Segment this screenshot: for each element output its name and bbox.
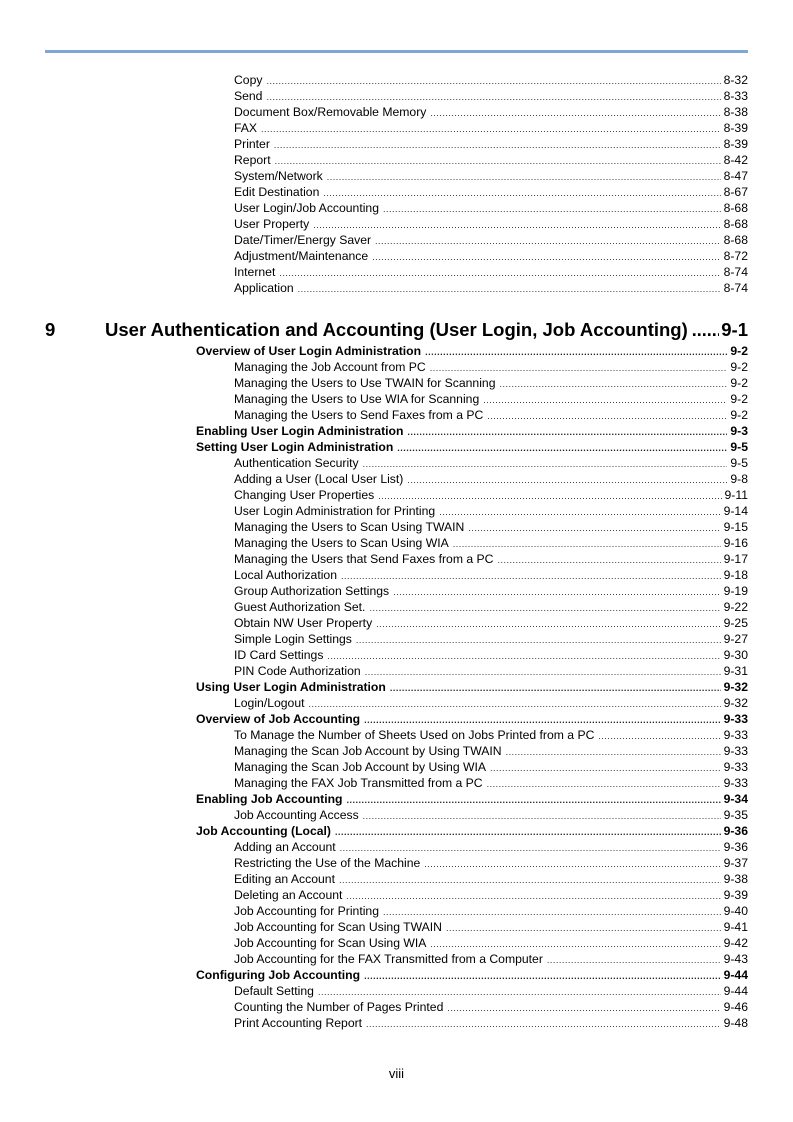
toc-entry-label: Job Accounting (Local)	[196, 824, 331, 838]
toc-entry-page: 9-2	[730, 392, 748, 406]
toc-entry-label: Managing the Users that Send Faxes from a PC	[234, 552, 494, 566]
toc-entry-page: 8-38	[723, 105, 748, 119]
dot-leader	[425, 344, 727, 360]
toc-entry-label: Internet	[234, 265, 276, 279]
toc-entry-page: 9-43	[723, 952, 748, 966]
dot-leader	[499, 376, 727, 392]
toc-entry-page: 9-41	[723, 920, 748, 934]
toc-entry-page: 9-34	[723, 792, 748, 806]
toc-entry-page: 9-33	[723, 728, 748, 742]
dot-leader	[483, 392, 727, 408]
toc-entry-label: Print Accounting Report	[234, 1016, 363, 1030]
toc-entry-label: Send	[234, 89, 263, 103]
toc-subsection-entry[interactable]	[234, 200, 748, 216]
dot-leader	[366, 1016, 721, 1032]
toc-subsection-entry[interactable]	[234, 759, 748, 775]
toc-subsection-entry[interactable]	[234, 695, 748, 711]
toc-subsection-entry[interactable]	[234, 935, 748, 951]
toc-entry-page: 9-44	[723, 968, 748, 982]
toc-entry-label: Overview of Job Accounting	[196, 712, 361, 726]
toc-entry-label: Changing User Properties	[234, 488, 375, 502]
toc-entry-page: 9-39	[723, 888, 748, 902]
toc-entry-page: 9-36	[723, 840, 748, 854]
toc-entry-page: 9-16	[723, 536, 748, 550]
toc-entry-label: Overview of User Login Administration	[196, 344, 422, 358]
toc-subsection-entry[interactable]	[234, 855, 748, 871]
toc-entry-page: 9-19	[723, 584, 748, 598]
toc-entry-page: 9-32	[723, 696, 748, 710]
toc-subsection-entry[interactable]	[234, 136, 748, 152]
toc-subsection-entry[interactable]	[234, 919, 748, 935]
dot-leader	[339, 872, 721, 888]
toc-entry-page: 9-18	[723, 568, 748, 582]
toc-subsection-entry[interactable]	[234, 663, 748, 679]
toc-entry-label: Editing an Account	[234, 872, 335, 886]
toc-subsection-entry[interactable]	[234, 1015, 748, 1031]
toc-entry-page: 9-42	[723, 936, 748, 950]
toc-entry-label: Managing the Scan Job Account by Using TWAIN	[234, 744, 502, 758]
toc-entry-label: Managing the Users to Scan Using TWAIN	[234, 520, 465, 534]
toc-subsection-entry[interactable]	[234, 775, 748, 791]
dot-leader	[327, 648, 720, 664]
dot-leader	[487, 776, 721, 792]
toc-entry-label: Adding an Account	[234, 840, 336, 854]
toc-entry-page: 9-5	[730, 456, 748, 470]
dot-leader	[365, 664, 721, 680]
toc-entry-page: 8-74	[723, 265, 748, 279]
toc-entry-label: Local Authorization	[234, 568, 337, 582]
toc-subsection-entry[interactable]	[234, 743, 748, 759]
toc-subsection-entry[interactable]	[234, 903, 748, 919]
toc-subsection-entry[interactable]	[234, 152, 748, 168]
dot-leader	[364, 968, 721, 984]
toc-section-entry[interactable]	[196, 711, 748, 727]
dot-leader	[376, 616, 720, 632]
toc-entry-page: 8-47	[723, 169, 748, 183]
toc-entry-page: 9-38	[723, 872, 748, 886]
toc-entry-page: 8-42	[723, 153, 748, 167]
toc-entry-page: 8-39	[723, 121, 748, 135]
dot-leader	[453, 536, 721, 552]
toc-entry-page: 8-32	[723, 73, 748, 87]
toc-subsection-entry[interactable]	[234, 951, 748, 967]
toc-subsection-entry[interactable]	[234, 407, 748, 423]
toc-entry-label: Group Authorization Settings	[234, 584, 390, 598]
toc-entry-page: 9-2	[730, 344, 748, 358]
toc-entry-label: Managing the Scan Job Account by Using WIA	[234, 760, 487, 774]
chapter-heading[interactable]	[45, 318, 748, 342]
dot-leader	[487, 408, 727, 424]
dot-leader	[397, 440, 727, 456]
dot-leader	[341, 568, 721, 584]
dot-leader	[390, 680, 721, 696]
toc-entry-page: 9-48	[723, 1016, 748, 1030]
toc-entry-label: FAX	[234, 121, 258, 135]
dot-leader	[430, 360, 728, 376]
toc-subsection-entry[interactable]	[234, 487, 748, 503]
toc-entry-label: Managing the Users to Send Faxes from a PC	[234, 408, 484, 422]
dot-leader	[439, 504, 720, 520]
dot-leader	[346, 792, 720, 808]
dot-leader	[407, 472, 727, 488]
toc-subsection-entry[interactable]	[234, 983, 748, 999]
dot-leader	[266, 89, 720, 105]
toc-section-entry[interactable]	[196, 791, 748, 807]
dot-leader	[279, 265, 720, 281]
toc-subsection-entry[interactable]	[234, 391, 748, 407]
dot-leader	[393, 584, 720, 600]
toc-subsection-entry[interactable]	[234, 280, 748, 296]
dot-leader	[372, 249, 720, 265]
dot-leader	[327, 169, 721, 185]
dot-leader	[364, 712, 720, 728]
toc-entry-label: Managing the Job Account from PC	[234, 360, 426, 374]
toc-entry-label: Managing the Users to Use WIA for Scanning	[234, 392, 480, 406]
toc-entry-page: 9-14	[723, 504, 748, 518]
toc-subsection-entry[interactable]	[234, 72, 748, 88]
toc-subsection-entry[interactable]	[234, 264, 748, 280]
toc-entry-label: Edit Destination	[234, 185, 320, 199]
toc-entry-page: 9-33	[723, 776, 748, 790]
toc-subsection-entry[interactable]	[234, 551, 748, 567]
toc-section-entry[interactable]	[196, 679, 748, 695]
toc-entry-label: Adding a User (Local User List)	[234, 472, 404, 486]
toc-entry-label: Job Accounting for Scan Using WIA	[234, 936, 427, 950]
toc-entry-page: 9-46	[723, 1000, 748, 1014]
toc-entry-label: Managing the Users to Scan Using WIA	[234, 536, 449, 550]
dot-leader	[598, 728, 720, 744]
toc-entry-label: Obtain NW User Property	[234, 616, 373, 630]
toc-entry-page: 9-30	[723, 648, 748, 662]
toc-entry-label: Job Accounting for Scan Using TWAIN	[234, 920, 442, 934]
toc-section-entry[interactable]	[196, 439, 748, 455]
dot-leader	[261, 121, 721, 137]
toc-subsection-entry[interactable]	[234, 184, 748, 200]
dot-leader	[346, 888, 720, 904]
dot-leader	[446, 920, 721, 936]
dot-leader	[298, 281, 721, 297]
dot-leader	[692, 318, 720, 342]
toc-entry-page: 9-8	[730, 472, 748, 486]
toc-entry-label: PIN Code Authorization	[234, 664, 361, 678]
toc-entry-label: Guest Authorization Set.	[234, 600, 366, 614]
toc-entry-label: Default Setting	[234, 984, 314, 998]
dot-leader	[335, 824, 721, 840]
toc-subsection-entry[interactable]	[234, 88, 748, 104]
toc-subsection-entry[interactable]	[234, 535, 748, 551]
toc-entry-label: System/Network	[234, 169, 323, 183]
toc-entry-label: Restricting the Use of the Machine	[234, 856, 421, 870]
dot-leader	[323, 185, 720, 201]
toc-entry-page: 9-2	[730, 360, 748, 374]
dot-leader	[318, 984, 721, 1000]
dot-leader	[266, 73, 720, 89]
dot-leader	[424, 856, 720, 872]
dot-leader	[363, 456, 728, 472]
toc-entry-label: ID Card Settings	[234, 648, 324, 662]
toc-entry-label: Job Accounting for Printing	[234, 904, 379, 918]
chapter-page: 9-1	[721, 319, 748, 340]
toc-subsection-entry[interactable]	[234, 455, 748, 471]
toc-entry-page: 9-2	[730, 408, 748, 422]
toc-entry-page: 9-37	[723, 856, 748, 870]
toc-subsection-entry[interactable]	[234, 216, 748, 232]
dot-leader	[430, 936, 720, 952]
toc-section-entry[interactable]	[196, 343, 748, 359]
toc-entry-label: Report	[234, 153, 271, 167]
toc-entry-label: Printer	[234, 137, 270, 151]
toc-subsection-entry[interactable]	[234, 375, 748, 391]
toc-entry-page: 9-33	[723, 744, 748, 758]
toc-entry-label: Using User Login Administration	[196, 680, 386, 694]
toc-subsection-entry[interactable]	[234, 168, 748, 184]
toc-entry-label: Deleting an Account	[234, 888, 343, 902]
toc-entry-page: 8-68	[723, 217, 748, 231]
toc-entry-page: 8-33	[723, 89, 748, 103]
toc-entry-page: 9-25	[723, 616, 748, 630]
toc-entry-page: 9-33	[723, 712, 748, 726]
toc-entry-label: Job Accounting for the FAX Transmitted from a Computer	[234, 952, 543, 966]
toc-entry-page: 8-72	[723, 249, 748, 263]
toc-entry-page: 9-33	[723, 760, 748, 774]
header-rule	[45, 50, 748, 53]
toc-subsection-entry[interactable]	[234, 583, 748, 599]
dot-leader	[340, 840, 721, 856]
toc-subsection-entry[interactable]	[234, 599, 748, 615]
dot-leader	[430, 105, 720, 121]
dot-leader	[313, 217, 720, 233]
toc-entry-page: 9-36	[723, 824, 748, 838]
toc-section-entry[interactable]	[196, 423, 748, 439]
dot-leader	[375, 233, 721, 249]
dot-leader	[275, 153, 721, 169]
toc-subsection-entry[interactable]	[234, 359, 748, 375]
toc-subsection-entry[interactable]	[234, 999, 748, 1015]
toc-entry-page: 9-44	[723, 984, 748, 998]
dot-leader	[497, 552, 720, 568]
toc-entry-label: Counting the Number of Pages Printed	[234, 1000, 444, 1014]
page-number: viii	[388, 1066, 405, 1081]
chapter-number: 9	[45, 319, 56, 340]
toc-entry-label: Adjustment/Maintenance	[234, 249, 369, 263]
toc-entry-label: Managing the Users to Use TWAIN for Scanning	[234, 376, 496, 390]
toc-subsection-entry[interactable]	[234, 839, 748, 855]
dot-leader	[383, 201, 721, 217]
toc-entry-page: 9-2	[730, 376, 748, 390]
dot-leader	[468, 520, 720, 536]
toc-entry-label: To Manage the Number of Sheets Used on Jobs Printed from a PC	[234, 728, 595, 742]
toc-subsection-entry[interactable]	[234, 471, 748, 487]
toc-entry-label: Setting User Login Administration	[196, 440, 394, 454]
toc-subsection-entry[interactable]	[234, 615, 748, 631]
dot-leader	[378, 488, 721, 504]
toc-entry-page: 8-68	[723, 233, 748, 247]
toc-entry-page: 9-3	[730, 424, 748, 438]
toc-subsection-entry[interactable]	[234, 104, 748, 120]
toc-entry-label: User Login Administration for Printing	[234, 504, 436, 518]
dot-leader	[363, 808, 721, 824]
toc-section-entry[interactable]	[196, 823, 748, 839]
toc-entry-page: 8-67	[723, 185, 748, 199]
toc-entry-page: 9-15	[723, 520, 748, 534]
toc-entry-label: Simple Login Settings	[234, 632, 352, 646]
toc-entry-page: 9-11	[724, 488, 748, 502]
dot-leader	[369, 600, 720, 616]
dot-leader	[274, 137, 721, 153]
toc-entry-label: Document Box/Removable Memory	[234, 105, 427, 119]
dot-leader	[506, 744, 721, 760]
toc-subsection-entry[interactable]	[234, 727, 748, 743]
toc-entry-label: Login/Logout	[234, 696, 305, 710]
toc-entry-page: 9-32	[723, 680, 748, 694]
toc-subsection-entry[interactable]	[234, 807, 748, 823]
dot-leader	[356, 632, 721, 648]
toc-entry-label: Date/Timer/Energy Saver	[234, 233, 372, 247]
toc-subsection-entry[interactable]	[234, 567, 748, 583]
dot-leader	[308, 696, 720, 712]
toc-entry-label: User Property	[234, 217, 310, 231]
toc-subsection-entry[interactable]	[234, 120, 748, 136]
toc-entry-label: Configuring Job Accounting	[196, 968, 361, 982]
toc-entry-page: 8-68	[723, 201, 748, 215]
toc-entry-label: Application	[234, 281, 294, 295]
toc-entry-label: Enabling Job Accounting	[196, 792, 343, 806]
dot-leader	[383, 904, 721, 920]
toc-entry-page: 9-35	[723, 808, 748, 822]
dot-leader	[407, 424, 727, 440]
toc-subsection-entry[interactable]	[234, 631, 748, 647]
toc-entry-label: Job Accounting Access	[234, 808, 359, 822]
toc-entry-page: 9-27	[723, 632, 748, 646]
dot-leader	[447, 1000, 720, 1016]
toc-entry-page: 9-31	[723, 664, 748, 678]
toc-entry-page: 8-74	[723, 281, 748, 295]
toc-subsection-entry[interactable]	[234, 248, 748, 264]
toc-entry-page: 9-17	[723, 552, 748, 566]
toc-subsection-entry[interactable]	[234, 232, 748, 248]
toc-section-entry[interactable]	[196, 967, 748, 983]
toc-subsection-entry[interactable]	[234, 503, 748, 519]
chapter-title: User Authentication and Accounting (User Login, Job Accounting)	[105, 319, 688, 340]
toc-entry-label: Enabling User Login Administration	[196, 424, 404, 438]
toc-entry-page: 9-5	[730, 440, 748, 454]
toc-entry-label: Copy	[234, 73, 263, 87]
toc-entry-page: 9-22	[723, 600, 748, 614]
toc-entry-label: User Login/Job Accounting	[234, 201, 379, 215]
toc-entry-page: 8-39	[723, 137, 748, 151]
toc-entry-label: Authentication Security	[234, 456, 359, 470]
toc-entry-page: 9-40	[723, 904, 748, 918]
toc-subsection-entry[interactable]	[234, 647, 748, 663]
toc-entry-label: Managing the FAX Job Transmitted from a PC	[234, 776, 483, 790]
dot-leader	[490, 760, 721, 776]
toc-subsection-entry[interactable]	[234, 871, 748, 887]
dot-leader	[547, 952, 721, 968]
toc-subsection-entry[interactable]	[234, 519, 748, 535]
toc-subsection-entry[interactable]	[234, 887, 748, 903]
